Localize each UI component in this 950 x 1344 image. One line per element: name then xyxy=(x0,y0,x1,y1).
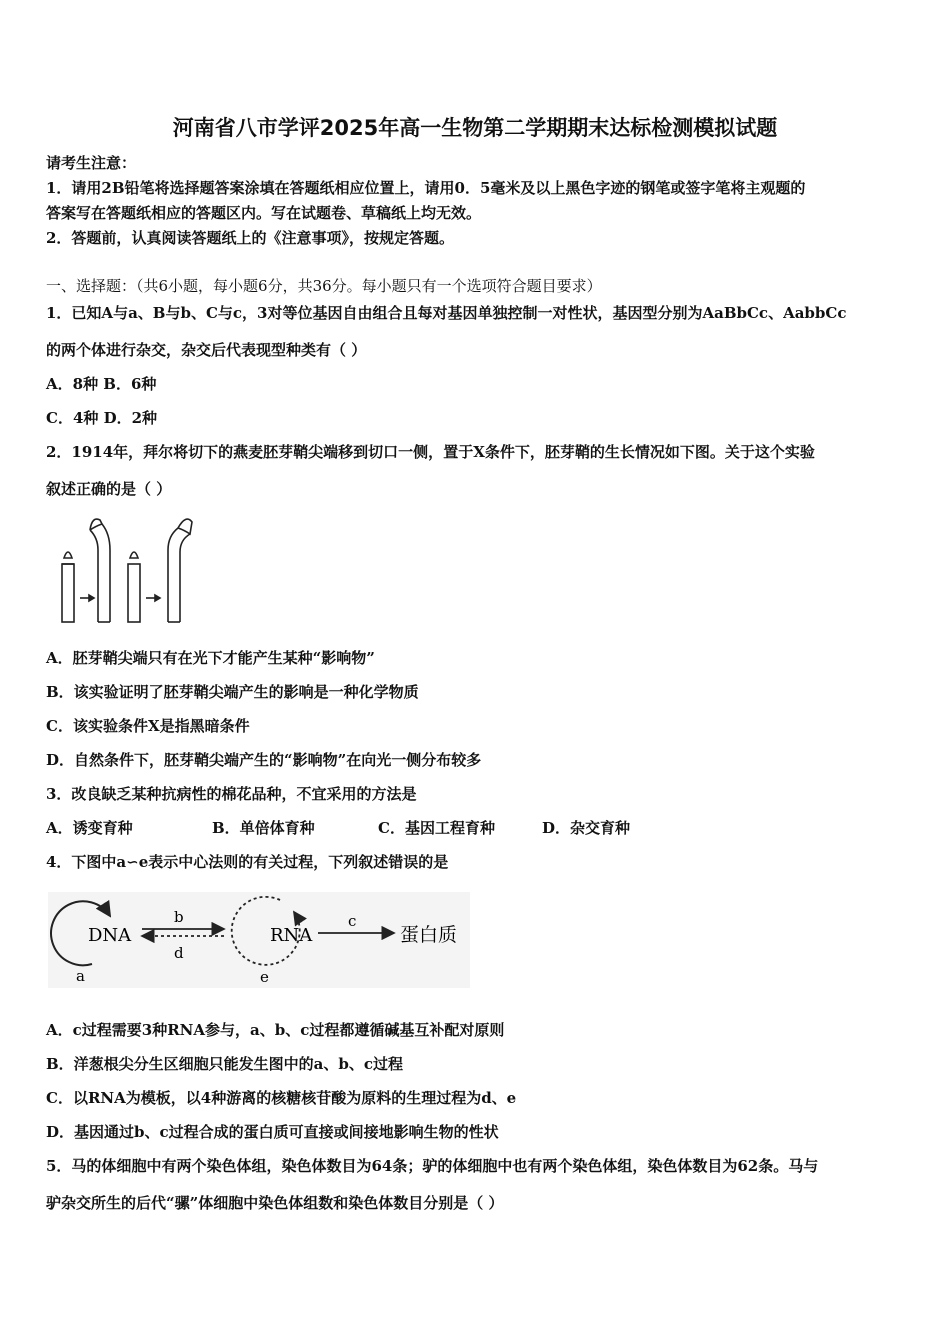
q2-option-a: A．胚芽鞘尖端只有在光下才能产生某种“影响物” xyxy=(46,649,375,667)
section-heading: 一、选择题：（共6小题，每小题6分，共36分。每小题只有一个选项符合题目要求） xyxy=(46,277,602,295)
q3-option-a: A．诱变育种 xyxy=(46,819,133,837)
label-rna: RNA xyxy=(270,925,313,946)
label-a: a xyxy=(76,967,85,985)
notice-heading: 请考生注意： xyxy=(46,154,137,172)
q1-stem-b: 的两个体进行杂交，杂交后代表现型种类有（ ） xyxy=(46,341,367,359)
q2-option-b: B．该实验证明了胚芽鞘尖端产生的影响是一种化学物质 xyxy=(46,683,419,701)
coleoptile-stump-1 xyxy=(62,564,74,622)
q1-options-ab: A．8种 B．6种 xyxy=(46,375,157,393)
q1-options-cd: C．4种 D．2种 xyxy=(46,409,158,427)
label-d: d xyxy=(174,944,184,962)
q2-option-d: D．自然条件下，胚芽鞘尖端产生的“影响物”在向光一侧分布较多 xyxy=(46,751,482,769)
q5-stem-a: 5．马的体细胞中有两个染色体组，染色体数目为64条；驴的体细胞中也有两个染色体组，染色体数目为62条。马与 xyxy=(46,1157,819,1175)
q4-option-a: A．c过程需要3种RNA参与，a、b、c过程都遵循碱基互补配对原则 xyxy=(46,1021,505,1039)
q4-option-d: D．基因通过b、c过程合成的蛋白质可直接或间接地影响生物的性状 xyxy=(46,1123,499,1141)
label-e: e xyxy=(260,968,269,986)
notice-item-1a: 1．请用2B铅笔将选择题答案涂填在答题纸相应位置上，请用0．5毫米及以上黑色字迹的钢笔或签字笔将主观题的 xyxy=(46,179,806,197)
q2-stem-a: 2．1914年，拜尔将切下的燕麦胚芽鞘尖端移到切口一侧，置于X条件下，胚芽鞘的生长情况如下图。关于这个实验 xyxy=(46,443,815,461)
q4-option-c: C．以RNA为模板，以4种游离的核糖核苷酸为原料的生理过程为d、e xyxy=(46,1089,517,1107)
bent-coleoptile-1 xyxy=(90,530,98,622)
q5-stem-b: 驴杂交所生的后代“骡”体细胞中染色体组数和染色体数目分别是（ ） xyxy=(46,1194,504,1212)
q3-option-d: D．杂交育种 xyxy=(542,819,631,837)
coleoptile-tip-1 xyxy=(64,552,72,558)
q2-stem-b: 叙述正确的是（ ） xyxy=(46,480,172,498)
label-protein: 蛋白质 xyxy=(400,924,458,946)
coleoptile-figure xyxy=(52,512,202,630)
q3-option-b: B．单倍体育种 xyxy=(212,819,315,837)
q1-stem-a: 1．已知A与a、B与b、C与c，3对等位基因自由组合且每对基因单独控制一对性状，基因型分别为AaBbCc、AabbCc xyxy=(46,304,847,322)
q3-stem: 3．改良缺乏某种抗病性的棉花品种，不宜采用的方法是 xyxy=(46,785,417,803)
q4-option-b: B．洋葱根尖分生区细胞只能发生图中的a、b、c过程 xyxy=(46,1055,404,1073)
page-title: 河南省八市学评2025年高一生物第二学期期末达标检测模拟试题 xyxy=(172,116,778,140)
coleoptile-drawing xyxy=(52,512,202,630)
coleoptile-stump-2 xyxy=(128,564,140,622)
notice-item-1b: 答案写在答题纸相应的答题区内。写在试题卷、草稿纸上均无效。 xyxy=(46,204,482,222)
coleoptile-tip-2 xyxy=(130,552,138,558)
q3-option-c: C．基因工程育种 xyxy=(378,819,495,837)
q2-option-c: C．该实验条件X是指黑暗条件 xyxy=(46,717,250,735)
bent-coleoptile-2 xyxy=(168,528,178,622)
central-dogma-diagram xyxy=(48,892,470,988)
central-dogma-figure xyxy=(48,892,470,988)
notice-item-2: 2．答题前，认真阅读答题纸上的《注意事项》，按规定答题。 xyxy=(46,229,454,247)
label-b: b xyxy=(174,908,184,926)
q4-stem: 4．下图中a∽e表示中心法则的有关过程，下列叙述错误的是 xyxy=(46,853,449,871)
label-dna: DNA xyxy=(88,925,132,946)
label-c: c xyxy=(348,912,357,930)
